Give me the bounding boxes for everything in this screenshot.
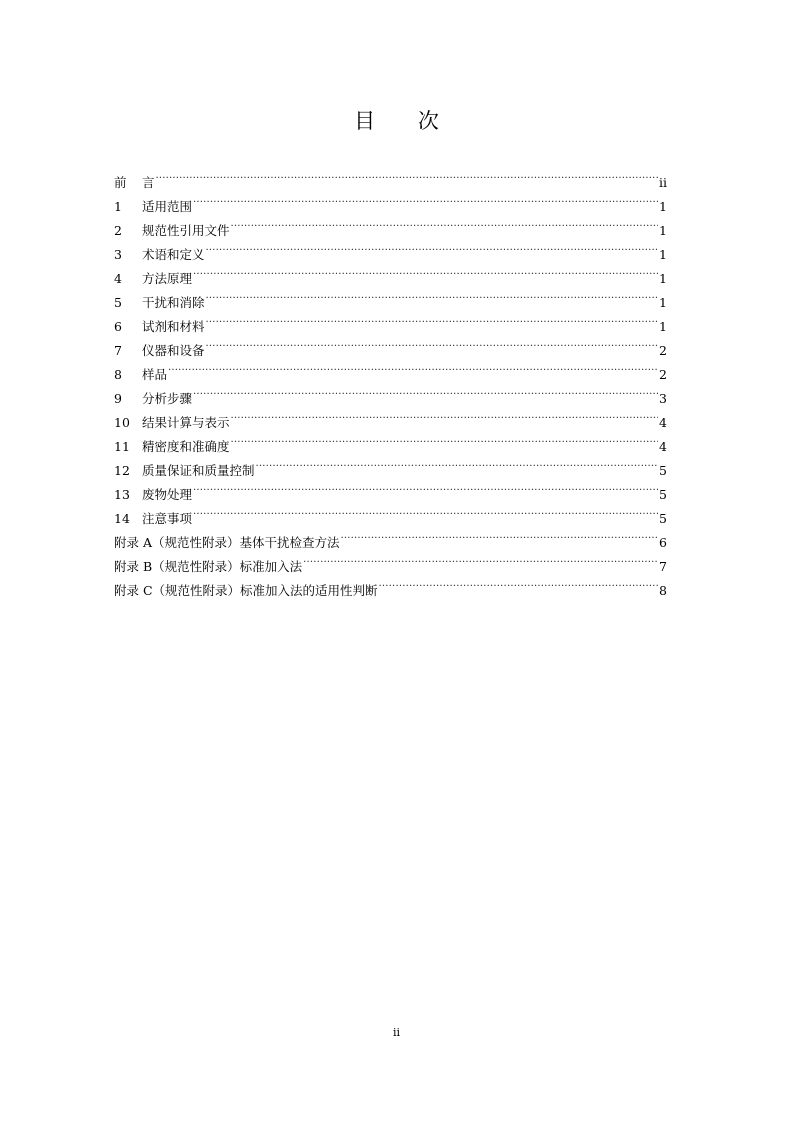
toc-entry-page: 4 <box>659 415 667 430</box>
toc-entry-number: 6 <box>114 319 122 334</box>
toc-entry-number: 2 <box>114 223 122 238</box>
toc-entry-label: 规范性引用文件 <box>142 223 230 238</box>
toc-entry-number: 11 <box>114 439 130 454</box>
toc-entry-label: 质量保证和质量控制 <box>142 463 255 478</box>
toc-entry-label: 附录 B（规范性附录）标准加入法 <box>114 559 303 574</box>
toc-entry-label: 适用范围 <box>142 199 193 214</box>
toc-leader-dots <box>302 547 658 571</box>
toc-entry[interactable] <box>114 163 667 190</box>
toc-entry-page: 1 <box>659 295 667 310</box>
toc-entry-page: 2 <box>659 343 667 358</box>
toc-leader-dots <box>230 403 659 427</box>
toc-leader-dots <box>167 355 658 379</box>
toc-entry-label: 样品 <box>142 367 168 382</box>
toc-leader-dots <box>192 475 658 499</box>
toc-entry-number: 4 <box>114 271 122 286</box>
toc-leader-dots <box>340 523 659 547</box>
toc-leader-dots <box>192 259 658 283</box>
toc-entry-label: 仪器和设备 <box>142 343 205 358</box>
toc-entry-number: 7 <box>114 343 122 358</box>
toc-entry-number: 3 <box>114 247 122 262</box>
toc-entry-number: 8 <box>114 367 122 382</box>
toc-entry-number: 5 <box>114 295 122 310</box>
toc-entry-label: 干扰和消除 <box>142 295 205 310</box>
toc-entry-label: 言 <box>142 175 155 190</box>
toc-entry-page: 4 <box>659 439 667 454</box>
toc-entry-label: 试剂和材料 <box>142 319 205 334</box>
toc-entry-page: ii <box>659 175 667 190</box>
toc-leader-dots <box>155 163 658 187</box>
toc-entry[interactable] <box>114 355 667 382</box>
toc-entry-label: 废物处理 <box>142 487 193 502</box>
toc-entry-label: 附录 A（规范性附录）基体干扰检查方法 <box>114 535 340 550</box>
toc-entry-label: 结果计算与表示 <box>142 415 230 430</box>
toc-entry-label: 分析步骤 <box>142 391 193 406</box>
toc-entry-page: 7 <box>659 559 667 574</box>
toc-entry[interactable] <box>114 283 667 310</box>
toc-entry-page: 2 <box>659 367 667 382</box>
toc-entry-number: 14 <box>114 511 130 526</box>
toc-entry-page: 8 <box>659 583 667 598</box>
toc-entry-label: 精密度和准确度 <box>142 439 230 454</box>
toc-entry-label: 附录 C（规范性附录）标准加入法的适用性判断 <box>114 583 378 598</box>
toc-entry-label: 方法原理 <box>142 271 193 286</box>
toc-entry-number: 13 <box>114 487 130 502</box>
toc-entry-page: 1 <box>659 319 667 334</box>
toc-entry-page: 1 <box>659 199 667 214</box>
toc-entry[interactable] <box>114 187 667 214</box>
toc-leader-dots <box>205 283 659 307</box>
toc-entry-number: 10 <box>114 415 130 430</box>
toc-leader-dots <box>230 211 659 235</box>
toc-entry-label: 术语和定义 <box>142 247 205 262</box>
table-of-contents <box>114 163 667 598</box>
toc-entry-number: 前 <box>114 175 127 190</box>
toc-entry-number: 9 <box>114 391 122 406</box>
toc-leader-dots <box>205 307 659 331</box>
page-number: ii <box>392 1026 401 1039</box>
toc-entry[interactable] <box>114 259 667 286</box>
toc-entry-page: 5 <box>659 463 667 478</box>
toc-entry-page: 6 <box>659 535 667 550</box>
toc-entry[interactable] <box>114 475 667 502</box>
toc-entry-page: 5 <box>659 511 667 526</box>
toc-entry[interactable] <box>114 523 667 550</box>
toc-entry[interactable] <box>114 211 667 238</box>
toc-entry-page: 3 <box>659 391 667 406</box>
toc-leader-dots <box>230 427 659 451</box>
toc-leader-dots <box>192 499 658 523</box>
toc-entry-label: 注意事项 <box>142 511 193 526</box>
toc-leader-dots <box>205 235 659 259</box>
toc-leader-dots <box>378 571 659 595</box>
page-title: 目 次 <box>354 109 457 133</box>
toc-leader-dots <box>192 379 658 403</box>
toc-entry-number: 1 <box>114 199 122 214</box>
toc-entry-page: 1 <box>659 247 667 262</box>
toc-leader-dots <box>205 331 659 355</box>
toc-entry-page: 1 <box>659 223 667 238</box>
toc-leader-dots <box>255 451 659 475</box>
toc-entry-page: 1 <box>659 271 667 286</box>
toc-entry[interactable] <box>114 403 667 430</box>
toc-entry[interactable] <box>114 379 667 406</box>
toc-leader-dots <box>192 187 658 211</box>
toc-entry-page: 5 <box>659 487 667 502</box>
toc-entry[interactable] <box>114 499 667 526</box>
toc-entry-number: 12 <box>114 463 130 478</box>
